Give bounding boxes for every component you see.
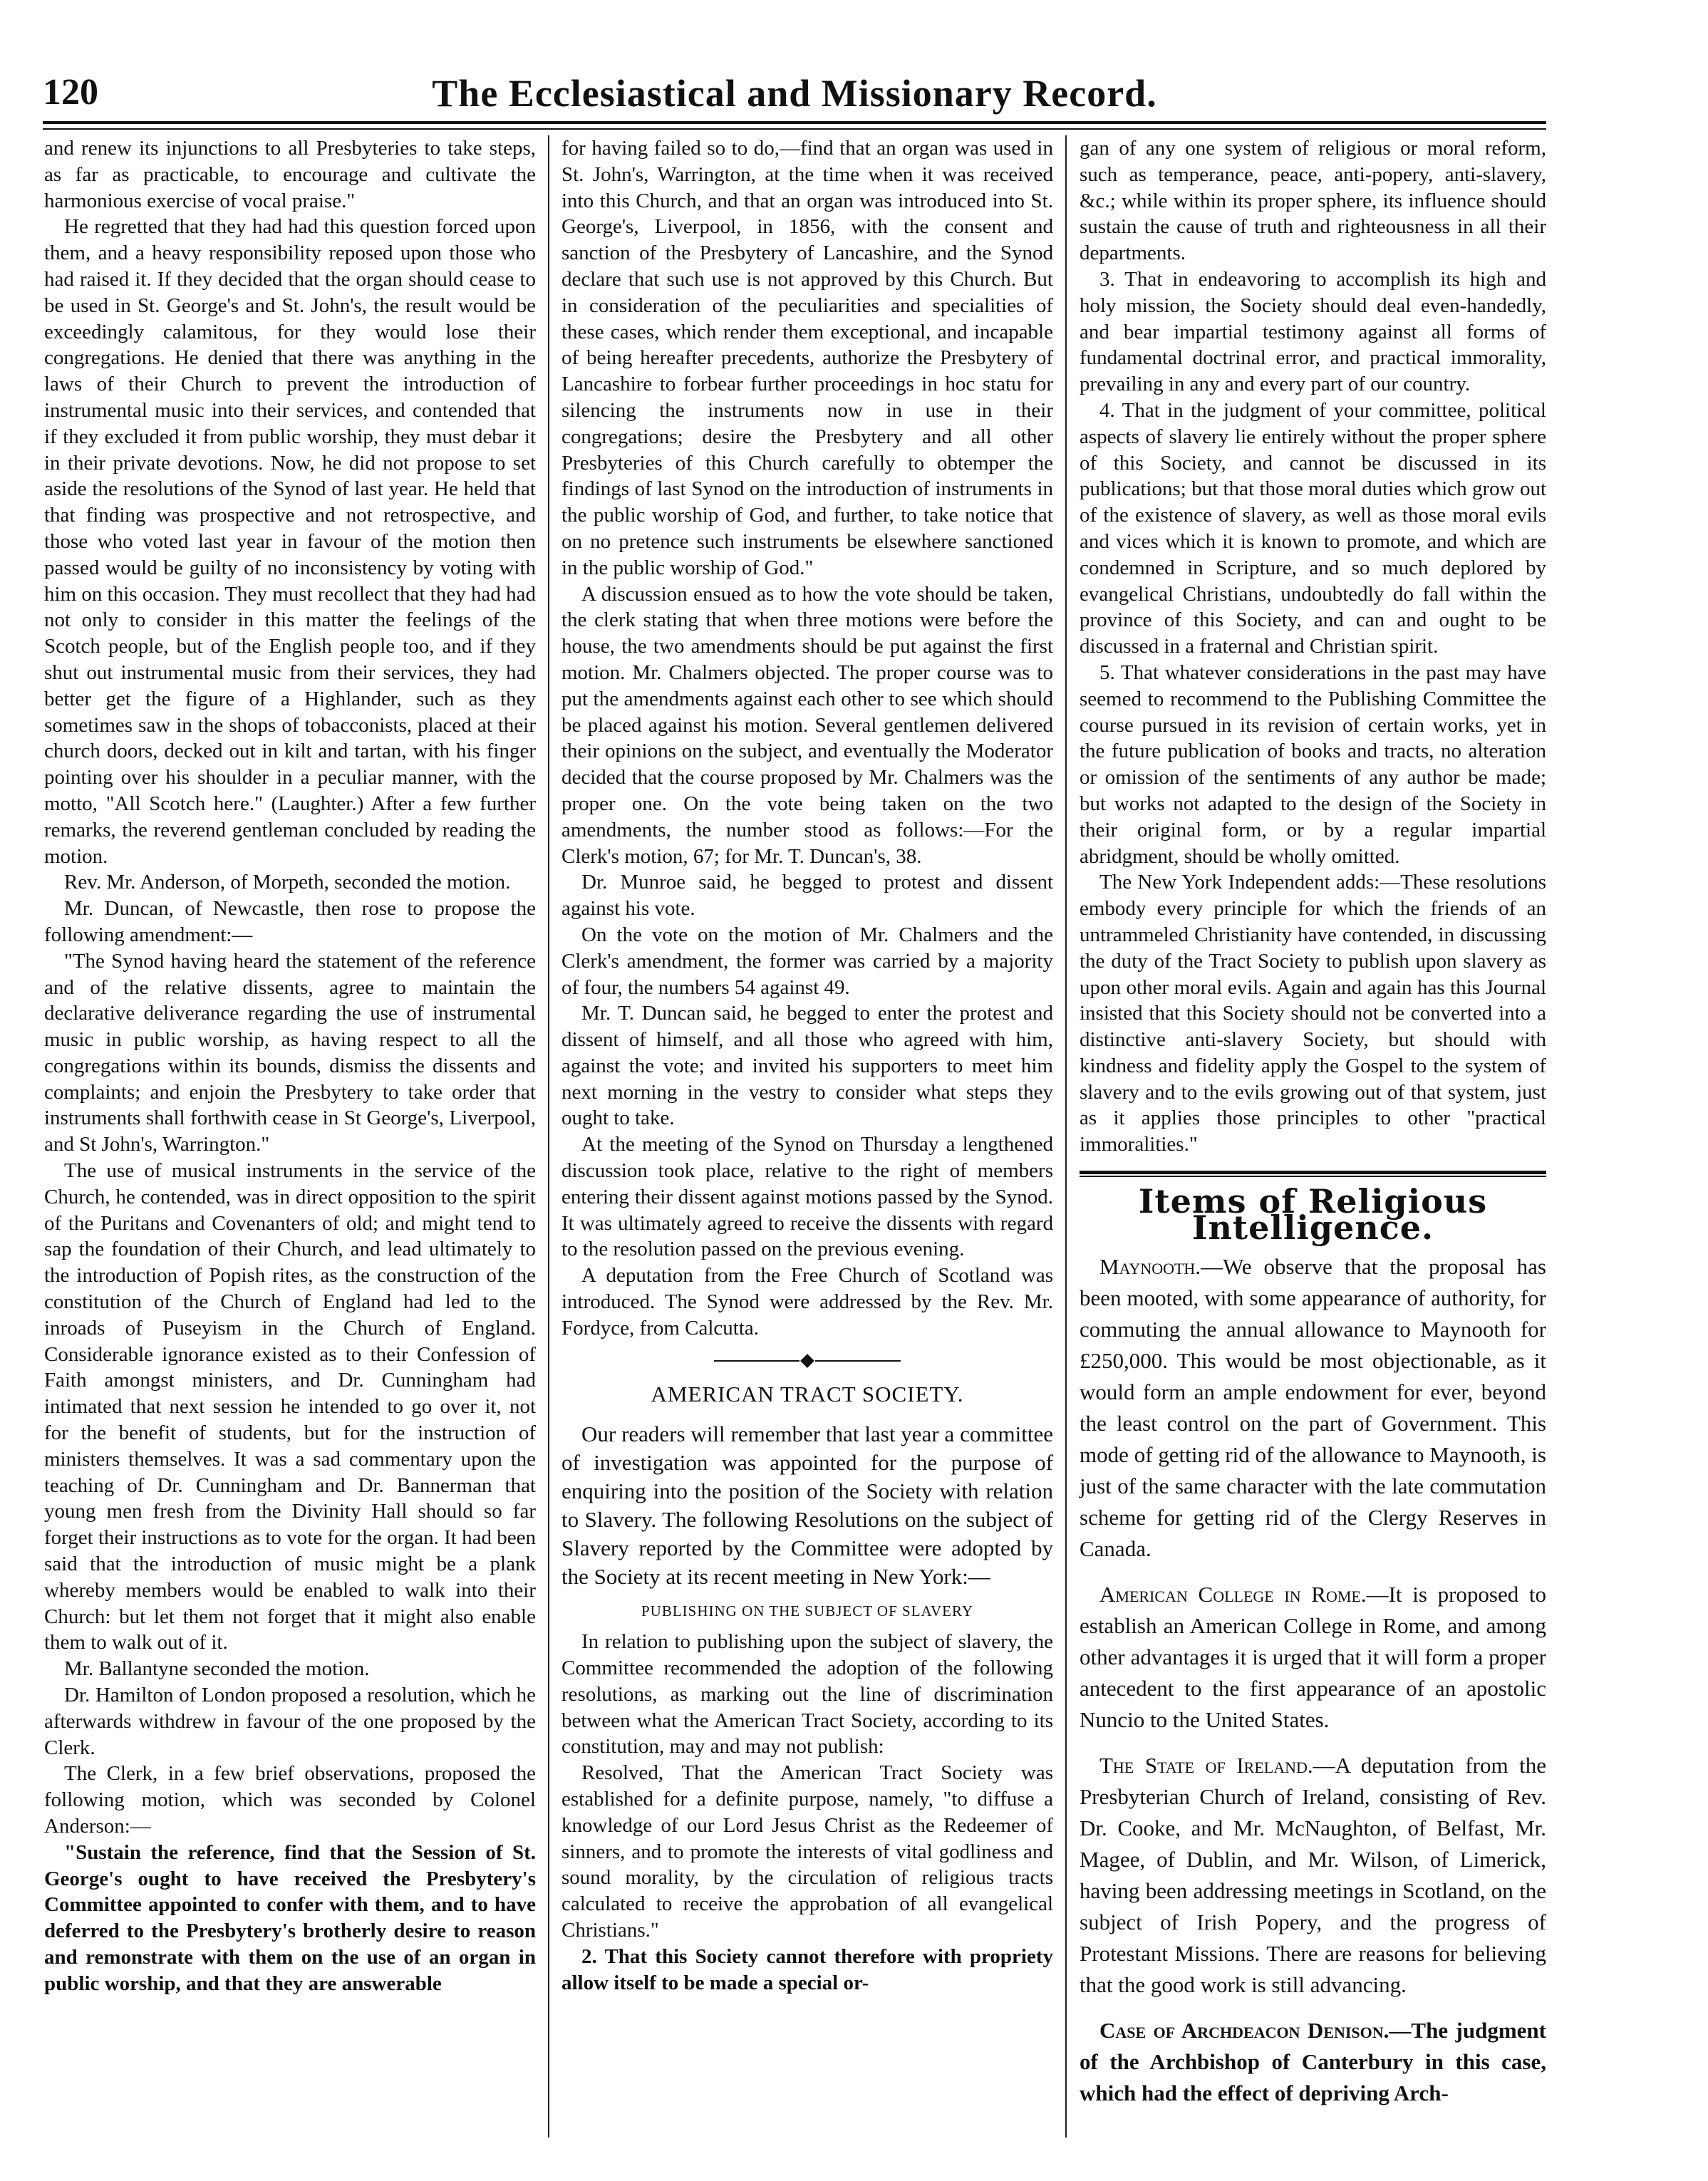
paragraph: "Sustain the reference, find that the Session of St. George's ought to have received the Presbytery's Committee appointed to confer with them, and to have deferred to the Presbytery's brotherly desire to reason and remonstrate with them on the use of an organ in public worship, and that they are answerable <box>44 1840 536 1995</box>
paragraph: Dr. Hamilton of London proposed a resolution, which he afterwards withdrew in favour of the one proposed by the Clerk. <box>44 1684 536 1759</box>
news-item-heading: American College in Rome. <box>1099 1581 1367 1607</box>
paragraph: Our readers will remember that last year a committee of investigation was appointed for the purpose of enquiring into the position of the Society with relation to Slavery. The following Resolutions on the subject of Slavery reported by the Committee were adopted by the Society at its recent meeting in New York:— <box>561 1421 1053 1590</box>
paragraph: He regretted that they had had this question forced upon them, and a heavy responsibility reposed upon those who had raised it. If they decided that the organ should cease to be used in St. George's and St. John's, the result would be exceedingly calamitous, for they would lose their congregations. He denied that there was anything in the laws of their Church to prevent the introduction of instrumental music into their services, and contended that if they excluded it from public worship, they must debar it in their private devotions. Now, he did not propose to set aside the resolutions of the Synod of last year. He held that that finding was prospective and not retrospective, and those who voted last year in favour of the motion then passed would be guilty of no inconsistency by voting with him on this occasion. They must recollect that they had had not only to consider in this matter the feelings of the Scotch people, but of the English people too, and if they shut out instrumental music from their services, they had better get the figure of a Highlander, such as they sometimes saw in the shops of tobacconists, placed at their church doors, decked out in kilt and tartan, with his finger pointing over his shoulder in a peculiar manner, with the motto, "All Scotch here." (Laughter.) After a few further remarks, the reverend gentleman concluded by reading the motion. <box>44 215 536 868</box>
paragraph: for having failed so to do,—find that an organ was used in St. John's, Warrington, at the time when it was received into this Church, and that an organ was introduced into St. George's, Liverpool, in 1856, with the consent and sanction of the Presbytery of Lancashire, and the Synod declare that such use is not approved by this Church. But in consideration of the peculiarities and specialities of these cases, which render them exceptional, and incapable of being hereafter precedents, authorize the Presbytery of Lancashire to forbear further proceedings in hoc statu for silencing the instruments now in use in their congregations; desire the Presbytery and all other Presbyteries of this Church carefully to obtemper the findings of last Synod on the introduction of instruments in the public worship of God, and further, to take notice that on no pretence such instruments be elsewhere sanctioned in the public worship of God." <box>561 137 1053 579</box>
paragraph: Resolved, That the American Tract Society was established for a definite purpose, namely, "to diffuse a knowledge of our Lord Jesus Christ as the Redeemer of sinners, and to promote the interests of vital godliness and sound morality, by the circulation of religious tracts calculated to receive the approbation of all evangelical Christians." <box>561 1761 1053 1942</box>
column-3 <box>1080 135 1546 2123</box>
paragraph: 4. That in the judgment of your committee, political aspects of slavery lie entirely without the proper sphere of this Society, and cannot be discussed in its publications; but that those moral duties which grow out of the existence of slavery, as well as those moral evils and vices which it is known to promote, and which are condemned in Scripture, and so much deplored by evangelical Christians, undoubtedly do fall within the province of this Society, and can and ought to be discussed in a fraternal and Christian spirit. <box>1080 398 1546 658</box>
section-rule <box>1080 1176 1546 1177</box>
section-title: Items of Religious Intelligence. <box>1138 1182 1488 1247</box>
paragraph: and renew its injunctions to all Presbyteries to take steps, as far as practicable, to encourage and cultivate the harmonious exercise of vocal praise." <box>44 137 536 212</box>
header-rule-thin <box>43 128 1546 130</box>
section-ornament <box>561 1356 1053 1366</box>
paragraph: On the vote on the motion of Mr. Chalmers and the Clerk's amendment, the former was carried by a majority of four, the numbers 54 against 49. <box>561 923 1053 999</box>
section-rule <box>1080 1171 1546 1174</box>
column-1 <box>44 135 536 1997</box>
page-header <box>43 71 1546 121</box>
tract-society-article <box>561 1420 1053 1591</box>
news-item-heading: The State of Ireland. <box>1099 1752 1313 1778</box>
paragraph: At the meeting of the Synod on Thursday a lengthened discussion took place, relative to the right of members entering their dissent against motions passed by the Synod. It was ultimately agreed to receive the dissents with regard to the resolution passed on the previous evening. <box>561 1133 1053 1261</box>
journal-title: The Ecclesiastical and Missionary Record. <box>432 72 1157 115</box>
news-item-heading: Case of Archdeacon Denison. <box>1099 2017 1389 2043</box>
paragraph: 3. That in endeavoring to accomplish its high and holy mission, the Society should deal even-handedly, and bear impartial testimony against all forms of fundamental doctrinal error, and practical immorality, prevailing in any and every part of our country. <box>1080 267 1546 396</box>
paragraph: The New York Independent adds:—These resolutions embody every principle for which the friends of an untrammeled Christianity have contended, in discussing the duty of the Tract Society to publish upon slavery as upon other moral evils. Again and again has this Journal insisted that this Society should not be converted into a distinctive anti-slavery Society, but should with kindness and fidelity apply the Gospel to the system of slavery and to the evils growing out of that system, just as it applies those principles to other "practical immoralities." <box>1080 871 1546 1156</box>
news-item <box>1080 1750 1546 2001</box>
news-item-text: —It is proposed to establish an American College in Rome, and among other advantages it is urged that it will form a proper antecedent to the first appearance of an apostolic Nuncio to the United States. <box>1080 1581 1547 1732</box>
paragraph: Mr. T. Duncan said, he begged to enter the protest and dissent of himself, and all those who agreed with him, against the vote; and invited his supporters to meet him next morning in the vestry to consider what steps they ought to take. <box>561 1002 1053 1130</box>
news-item-text: —The judgment of the Archbishop of Canterbury in this case, which had the effect of depriving Arch- <box>1080 2017 1546 2105</box>
section-title: AMERICAN TRACT SOCIETY. <box>651 1381 964 1406</box>
paragraph: A deputation from the Free Church of Scotland was introduced. The Synod were addressed by the Rev. Mr. Fordyce, from Calcutta. <box>561 1264 1053 1340</box>
paragraph: Dr. Munroe said, he begged to protest and dissent against his vote. <box>561 871 1053 921</box>
paragraph: A discussion ensued as to how the vote should be taken, the clerk stating that when three motions were before the house, the two amendments should be put against the first motion. Mr. Chalmers objected. The proper course was to put the amendments against each other to see which should be placed against his motion. Several gentlemen delivered their opinions on the subject, and eventually the Moderator decided that the course proposed by Mr. Chalmers was the proper one. On the vote being taken on the two amendments, the number stood as follows:—For the Clerk's motion, 67; for Mr. T. Duncan's, 38. <box>561 582 1053 868</box>
paragraph: Mr. Ballantyne seconded the motion. <box>64 1657 370 1681</box>
news-item-text: —A deputation from the Presbyterian Church of Ireland, consisting of Rev. Dr. Cooke, and Mr. McNaughton, of Belfast, Mr. Magee, of Dublin, and Mr. Wilson, of Limerick, having been addressing meetings in Scotland, on the subject of Irish Popery, and the progress of Protestant Missions. There are reasons for believing that the good work is still advancing. <box>1080 1752 1546 1997</box>
paragraph: 2. That this Society cannot therefore with propriety allow itself to be made a special or- <box>561 1944 1053 1994</box>
paragraph: gan of any one system of religious or moral reform, such as temperance, peace, anti-popery, anti-slavery, &c.; while within its proper sphere, its influence should sustain the cause of truth and righteousness in all their departments. <box>1080 137 1546 265</box>
column-divider <box>548 135 549 2138</box>
page-number: 120 <box>43 72 98 113</box>
news-item <box>1080 2015 1546 2109</box>
paragraph: The use of musical instruments in the service of the Church, he contended, was in direct opposition to the spirit of the Puritans and Covenanters of old; and might tend to sap the foundation of their Church, and lead ultimately to the introduction of Popish rites, as the construction of the constitution of the Church of England had led to the inroads of Puseyism in the Church of England. Considerable ignorance existed as to their Confession of Faith amongst ministers, and Dr. Cunningham had intimated that next session he intended to go over it, not for the benefit of students, but for the instruction of ministers themselves. It was a sad commentary upon the teaching of Dr. Cunningham and Dr. Bannerman that young men fresh from the Divinity Hall should so far forget their instructions as to vote for the organ. It had been said that the introduction of music might be a plank whereby members would be enabled to walk into their Church: but let them not forget that it might also enable them to walk out of it. <box>44 1159 536 1654</box>
paragraph: "The Synod having heard the statement of the reference and of the relative dissents, agree to maintain the declarative deliverance regarding the use of instrumental music in public worship, as having respect to all the congregations within its bounds, dismiss the dissents and complaints; and enjoin the Presbytery to take order that instruments shall forthwith cease in St George's, Liverpool, and St John's, Warrington." <box>44 949 536 1156</box>
intelligence-items <box>1080 1251 1546 2109</box>
news-item-heading: Maynooth. <box>1099 1253 1201 1279</box>
subsection-title: PUBLISHING ON THE SUBJECT OF SLAVERY <box>641 1602 973 1620</box>
column-2 <box>561 135 1053 1996</box>
paragraph: 5. That whatever considerations in the past may have seemed to recommend to the Publishing Committee the course pursued in its revision of certain works, yet in the future publication of books and tracts, no alteration or omission of the sentiments of any author be made; but works not adapted to the design of the Society in their original form, or by a regular impartial abridgment, should be wholly omitted. <box>1080 660 1546 868</box>
paragraph: The Clerk, in a few brief observations, proposed the following motion, which was seconded by Colonel Anderson:— <box>44 1762 536 1838</box>
header-rule-thick <box>43 121 1546 124</box>
news-item <box>1080 1579 1546 1736</box>
paragraph: In relation to publishing upon the subject of slavery, the Committee recommended the adoption of the following resolutions, as marking out the line of discrimination between what the American Tract Society, according to its constitution, may and may not publish: <box>561 1630 1053 1758</box>
paragraph: Rev. Mr. Anderson, of Morpeth, seconded the motion. <box>64 871 511 894</box>
news-item <box>1080 1251 1546 1565</box>
paragraph: Mr. Duncan, of Newcastle, then rose to propose the following amendment:— <box>44 897 536 946</box>
column-divider <box>1065 135 1067 2138</box>
news-item-text: —We observe that the proposal has been mooted, with some appearance of authority, for commuting the annual allowance to Maynooth for £250,000. This would be most objectionable, as it would form an ample endowment for ever, beyond the least control on the part of Government. This mode of getting rid of the allowance to Maynooth, is just of the same character with the late commutation scheme for getting rid of the Clergy Reserves in Canada. <box>1080 1253 1546 1561</box>
